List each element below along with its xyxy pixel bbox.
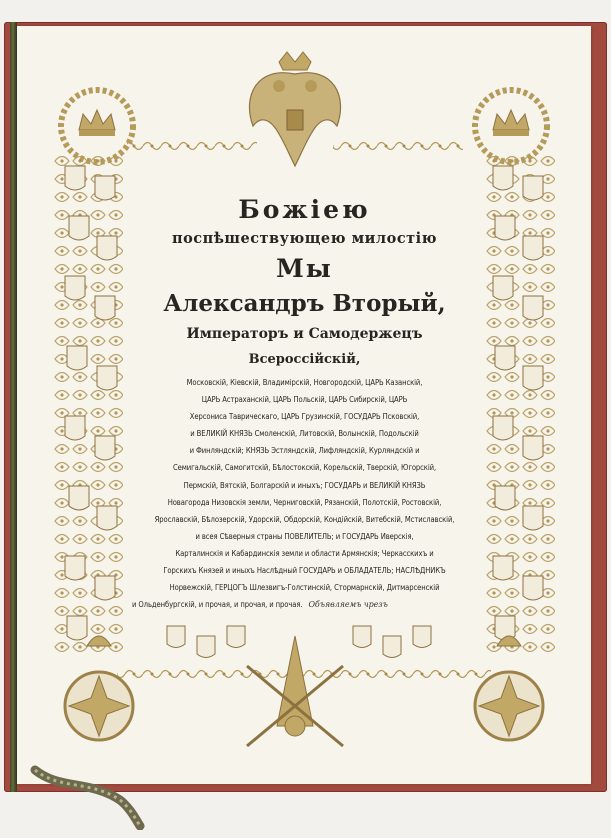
title-line: Ярославскiй, Бѣлозерскiй, Удорскiй, Обдорскiй, Кондiйскiй, Витебскiй, Мстиславскiй, — [154, 514, 455, 524]
title-line-final-text: и Ольденбургскiй, и прочая, и прочая, и прочая. — [132, 600, 303, 610]
heading-line-3: Мы — [276, 254, 333, 283]
title-line: и всея Сѣверныя страны ПОВЕЛИТЕЛЬ; и ГОСУДАРЬ Иверскiя, — [195, 531, 414, 541]
title-line: Семигальскiй, Самогитскiй, Бѣлостокскiй, Корельскiй, Тверскiй, Югорскiй, — [172, 463, 437, 473]
title-line: Карталинскiя и Кабардинскiя земли и области Армянскiя; Черкасскихъ и — [175, 548, 434, 558]
title-list — [132, 374, 477, 613]
title-line: и ВЕЛИКIЙ КНЯЗЬ Смоленскiй, Литовскiй, Волынскiй, Подольскiй — [190, 429, 419, 439]
title-line: Норвежскiй, ГЕРЦОГЪ Шлезвигъ-Голстинскiй, Стормарнскiй, Дитмарсенскiй — [169, 583, 440, 593]
title-line: Херсониса Таврическаго, ЦАРЬ Грузинскiй, ГОСУДАРЬ Псковскiй, — [189, 412, 420, 422]
title-line-final — [132, 596, 477, 613]
title-line: Новагорода Низовскiя земли, Черниговскiй, Рязанскiй, Полотскiй, Ростовскiй, — [167, 497, 442, 507]
silk-cord-tassel-icon — [30, 760, 150, 830]
crown-wreath-right-icon — [475, 90, 547, 162]
all-russian-title: Всероссiйскiй, — [248, 352, 361, 367]
emperor-title: Императоръ и Самодержецъ — [186, 326, 423, 342]
proclamation-text — [132, 186, 477, 613]
double-headed-eagle-icon — [249, 52, 340, 166]
book-spine — [10, 22, 17, 792]
document-page — [17, 26, 591, 784]
heading-line-2: поспѣшествующею милостiю — [171, 230, 438, 247]
military-trophy-icon — [247, 636, 343, 746]
title-line: Пермскiй, Вятскiй, Болгарскiй и иныхъ; ГОСУДАРЬ и ВЕЛИКIЙ КНЯЗЬ — [183, 480, 426, 490]
emperor-name: Александръ Вторый, — [163, 290, 446, 317]
handwritten-note: Объявляемъ чрезъ — [308, 600, 388, 610]
crown-wreath-left-icon — [61, 90, 133, 162]
title-line: и Финляндскiй; КНЯЗЬ Эстляндскiй, Лифляндскiй, Курляндскiй и — [189, 446, 420, 456]
star-medallion-right-icon — [475, 672, 543, 740]
star-medallion-left-icon — [65, 672, 133, 740]
heading-line-1: Божiею — [238, 195, 371, 224]
title-line: ЦАРЬ Астраханскiй, ЦАРЬ Польскiй, ЦАРЬ Сибирскiй, ЦАРЬ — [201, 395, 408, 405]
title-line: Горскихъ Князей и иныхъ Наслѣдный ГОСУДАРЬ и ОБЛАДАТЕЛЬ; НАСЛѢДНИКЪ — [163, 566, 446, 576]
title-line: Московскiй, Кiевскiй, Владимiрскiй, Новгородскiй, ЦАРЬ Казанскiй, — [186, 378, 423, 387]
